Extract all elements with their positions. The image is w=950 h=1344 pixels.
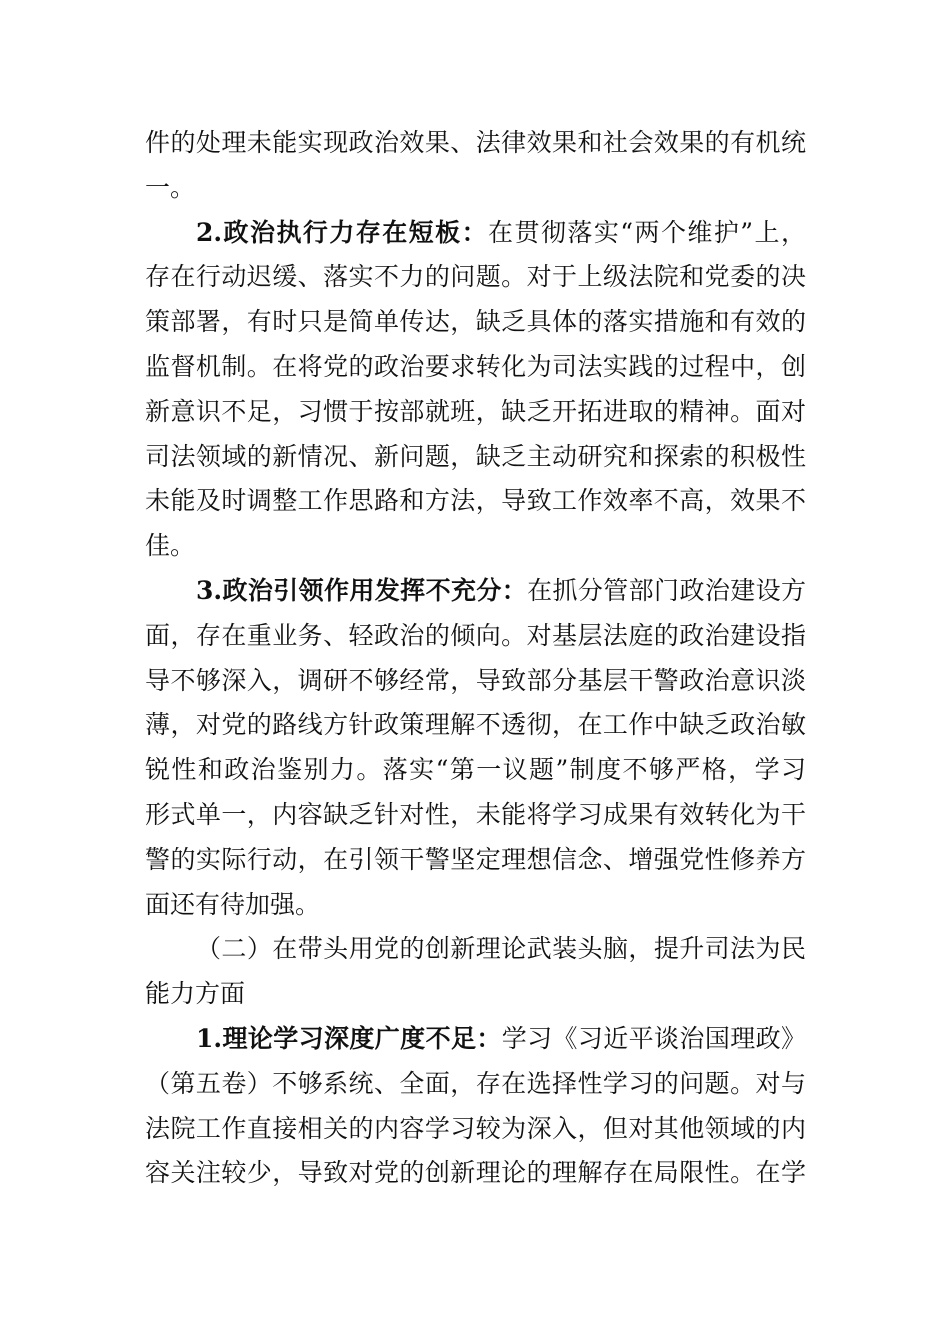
paragraph-political-leadership [145, 569, 806, 927]
text-line: 件的处理未能实现政治效果、法律效果和社会效果的有机统 [145, 128, 806, 157]
text-line: 面还有待加强。 [145, 889, 321, 919]
text-line: 新意识不足，习惯于按部就班，缺乏开拓进取的精神。面对 [145, 396, 806, 426]
paragraph-heading: 2.政治执行力存在短板： [196, 217, 489, 247]
text-line: 锐性和政治鉴别力。落实“第一议题”制度不够严格，学习 [145, 755, 806, 785]
text-line: （二）在带头用党的创新理论武装头脑，提升司法为民 [196, 934, 806, 964]
text-line: 警的实际行动，在引领干警坚定理想信念、增强党性修养方 [145, 844, 806, 874]
text-line [145, 211, 806, 256]
document-page [145, 121, 806, 1196]
paragraph-continuation [145, 121, 806, 211]
text-line: 佳。 [145, 531, 196, 561]
text-line [145, 1017, 806, 1062]
text-line: 面，存在重业务、轻政治的倾向。对基层法庭的政治建设指 [145, 620, 806, 650]
text-line: 存在行动迟缓、落实不力的问题。对于上级法院和党委的决 [145, 262, 806, 292]
text-line: 未能及时调整工作思路和方法，导致工作效率不高，效果不 [145, 486, 806, 516]
text-line: 法院工作直接相关的内容学习较为深入，但对其他领域的内 [145, 1113, 806, 1143]
text-line: 策部署，有时只是简单传达，缺乏具体的落实措施和有效的 [145, 307, 806, 337]
paragraph-theory-study [145, 1017, 806, 1196]
text-line: 一。 [145, 172, 196, 202]
text-line: 容关注较少，导致对党的创新理论的理解存在局限性。在学 [145, 1158, 806, 1188]
text-line: 薄，对党的路线方针政策理解不透彻，在工作中缺乏政治敏 [145, 710, 806, 740]
text-line: 监督机制。在将党的政治要求转化为司法实践的过程中，创 [145, 351, 806, 381]
section-heading [145, 927, 806, 1017]
paragraph-political-execution [145, 211, 806, 569]
text-span: 在贯彻落实“两个维护”上， [488, 217, 806, 247]
text-line: （第五卷）不够系统、全面，存在选择性学习的问题。对与 [145, 1068, 806, 1098]
text-span: 在抓分管部门政治建设方 [527, 575, 806, 605]
text-line: 司法领域的新情况、新问题，缺乏主动研究和探索的积极性 [145, 441, 806, 471]
paragraph-heading: 1.理论学习深度广度不足： [196, 1023, 502, 1053]
text-line: 导不够深入，调研不够经常，导致部分基层干警政治意识淡 [145, 665, 806, 695]
text-line: 能力方面 [145, 979, 246, 1009]
text-span: 学习《习近平谈治国理政》 [501, 1023, 806, 1053]
text-line: 形式单一，内容缺乏针对性，未能将学习成果有效转化为干 [145, 799, 806, 829]
text-line [145, 569, 806, 614]
paragraph-heading: 3.政治引领作用发挥不充分： [196, 575, 528, 605]
